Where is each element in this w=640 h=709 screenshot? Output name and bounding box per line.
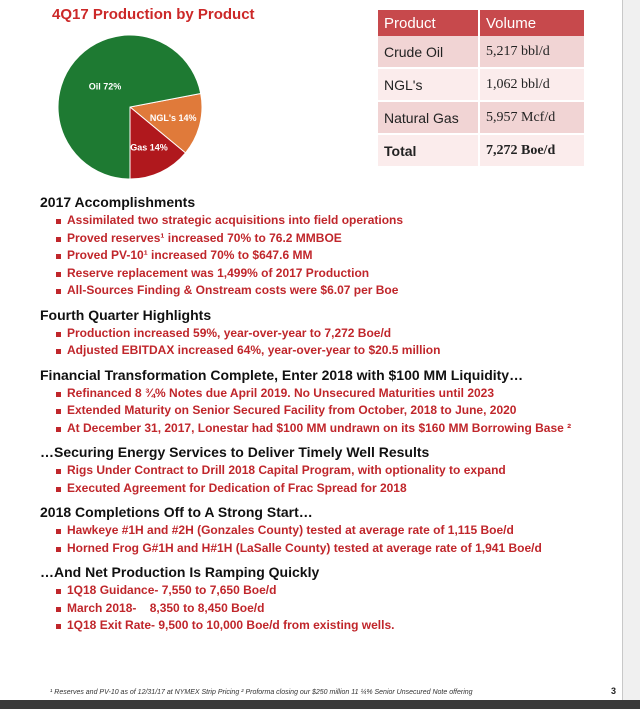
bullet-list [40,385,620,438]
bullet-item: Adjusted EBITDAX increased 64%, year-over-year to $20.5 million [56,342,620,360]
section-heading: Fourth Quarter Highlights [40,306,212,323]
highlights-content [40,193,620,635]
bullet-item: Rigs Under Contract to Drill 2018 Capital Program, with optionality to expand [56,462,620,480]
pie-slice-label: NGL's 14% [149,113,197,124]
bullet-item: March 2018- 8,350 to 8,450 Boe/d [56,600,620,618]
table-row-total [378,134,585,167]
bullet-item: Production increased 59%, year-over-year to 7,272 Boe/d [56,325,620,343]
table-cell-product: Crude Oil [378,36,479,68]
section-energy-services [40,443,620,497]
pie-slice-label: Gas 14% [130,142,168,153]
bullet-item: Proved reserves¹ increased 70% to 76.2 MMBOE [56,230,620,248]
table-header-product: Product [378,10,479,36]
footnote: ¹ Reserves and PV-10 as of 12/31/17 at NYMEX Strip Pricing ² Proforma closing our $250 million 11 ¼% Senior Unsecured Note offering [50,689,473,696]
bullet-item: Executed Agreement for Dedication of Frac Spread for 2018 [56,480,620,498]
bullet-item: Hawkeye #1H and #2H (Gonzales County) tested at average rate of 1,115 Boe/d [56,522,620,540]
production-table [378,10,586,168]
section-heading: 2018 Completions Off to A Strong Start… [40,504,313,520]
section-accomplishments [40,193,620,300]
table-cell-volume: 1,062 bbl/d [479,68,585,101]
taskbar-strip [0,700,640,709]
table-row [378,68,585,101]
pie-slice-label: Oil 72% [88,81,122,92]
bullet-list [40,325,620,360]
bullet-item: Refinanced 8 ¾% Notes due April 2019. No Unsecured Maturities until 2023 [56,385,620,403]
bullet-item: Assimilated two strategic acquisitions into field operations [56,212,620,230]
bullet-item: Proved PV-10¹ increased 70% to $647.6 MM [56,247,620,265]
bullet-list [40,462,620,497]
section-net-production [40,563,620,635]
section-financial [40,366,620,438]
chart-title: 4Q17 Production by Product [52,6,255,23]
table-cell-volume: 5,957 Mcf/d [479,101,585,134]
bullet-item: 1Q18 Exit Rate- 9,500 to 10,000 Boe/d from existing wells. [56,617,620,635]
table-row [378,101,585,134]
bullet-list [40,522,620,557]
bullet-list [40,212,620,300]
viewer-scroll-area [623,0,640,709]
bullet-item: All-Sources Finding & Onstream costs were $6.07 per Boe [56,282,620,300]
table-cell-volume: 7,272 Boe/d [479,134,585,167]
bullet-item: At December 31, 2017, Lonestar had $100 MM undrawn on its $160 MM Borrowing Base ² [56,420,620,438]
bullet-list [40,582,620,635]
table-cell-volume: 5,217 bbl/d [479,36,585,68]
table-row [378,36,585,68]
table-cell-product: Total [378,134,479,167]
bullet-item: Horned Frog G#1H and H#1H (LaSalle County) tested at average rate of 1,941 Boe/d [56,540,620,558]
section-heading: 2017 Accomplishments [40,194,196,210]
section-completions [40,503,620,557]
bullet-item: Extended Maturity on Senior Secured Facility from October, 2018 to June, 2020 [56,402,620,420]
section-heading: …And Net Production Is Ramping Quickly [40,564,320,580]
table-header-volume: Volume [479,10,585,36]
section-heading: Financial Transformation Complete, Enter 2018 with $100 MM Liquidity… [40,366,524,383]
production-pie-chart [55,32,205,182]
section-fourth-quarter [40,306,620,360]
table-cell-product: NGL's [378,68,479,101]
bullet-item: Reserve replacement was 1,499% of 2017 Production [56,265,620,283]
section-heading: …Securing Energy Services to Deliver Timely Well Results [40,444,430,460]
page-number: 3 [611,686,617,696]
table-cell-product: Natural Gas [378,101,479,134]
bullet-item: 1Q18 Guidance- 7,550 to 7,650 Boe/d [56,582,620,600]
